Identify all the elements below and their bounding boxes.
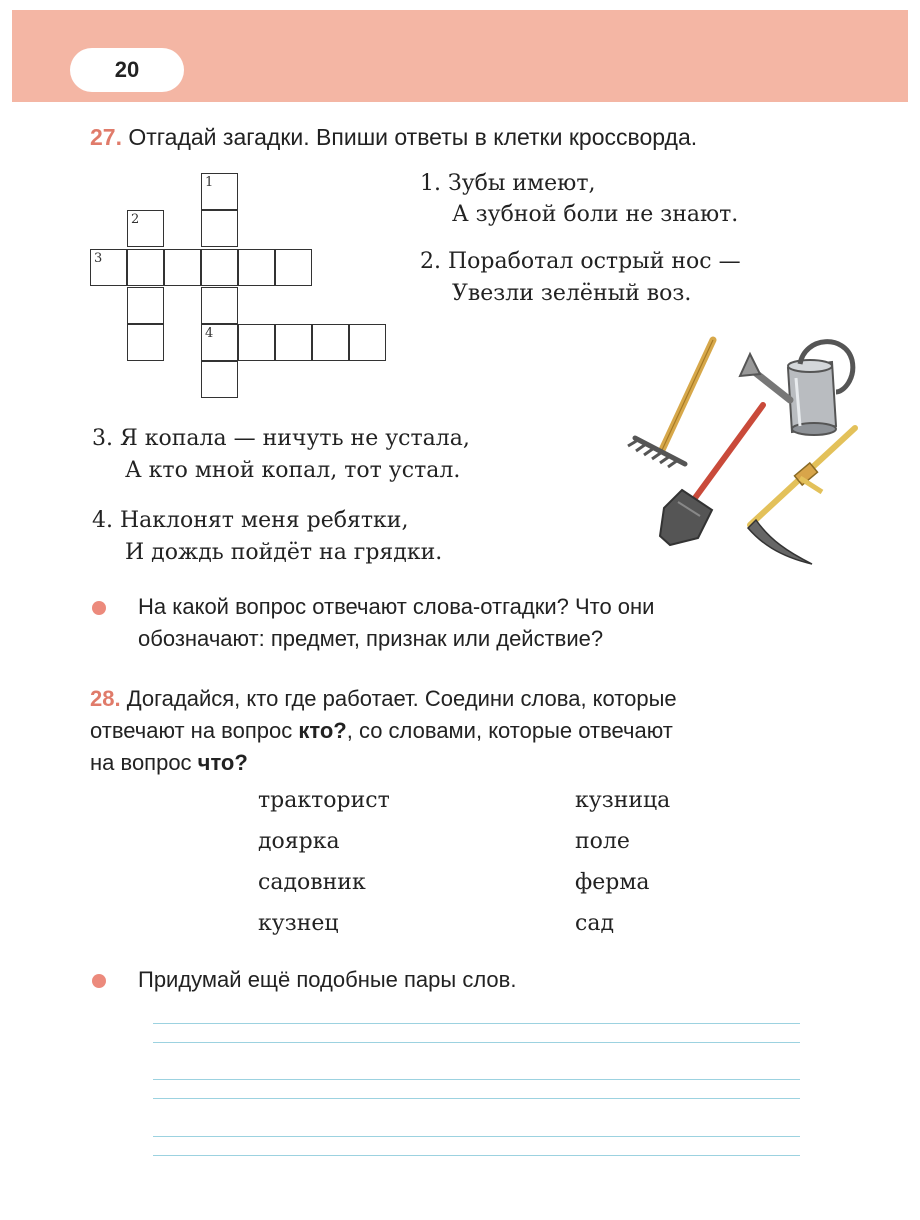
task-28-line-1 bbox=[90, 686, 677, 712]
task-27-number: 27. bbox=[90, 124, 122, 150]
riddle-4-line-2: И дождь пойдёт на грядки. bbox=[125, 540, 443, 565]
writing-line[interactable] bbox=[153, 1023, 800, 1024]
clue-number-4: 4 bbox=[205, 326, 214, 341]
crossword-cell[interactable] bbox=[201, 173, 238, 210]
scythe-icon bbox=[748, 428, 855, 564]
riddle-2-line-1: 2. Поработал острый нос — bbox=[420, 249, 741, 274]
task-27-question-line-2: обозначают: предмет, признак или действие? bbox=[138, 626, 604, 651]
task-28-line-3-pre: на вопрос bbox=[90, 750, 198, 775]
writing-line[interactable] bbox=[153, 1079, 800, 1080]
task-28-number: 28. bbox=[90, 686, 121, 711]
right-word-4[interactable]: сад bbox=[575, 911, 614, 936]
crossword-cell[interactable] bbox=[164, 249, 201, 286]
riddle-1-line-1: 1. Зубы имеют, bbox=[420, 171, 596, 196]
task-27-heading bbox=[90, 124, 697, 151]
riddle-4-line-1: 4. Наклонят меня ребятки, bbox=[92, 508, 409, 533]
clue-number-1: 1 bbox=[205, 175, 214, 190]
crossword-cell[interactable] bbox=[201, 361, 238, 398]
task-27-question-line-1: На какой вопрос отвечают слова-отгадки? Что они bbox=[138, 594, 655, 619]
crossword-cell[interactable] bbox=[201, 210, 238, 247]
left-word-3[interactable]: садовник bbox=[258, 870, 366, 895]
question-word-chto: что? bbox=[197, 750, 248, 775]
bullet-icon bbox=[92, 974, 106, 988]
task-28-extra-task: Придумай ещё подобные пары слов. bbox=[138, 967, 517, 992]
right-word-1[interactable]: кузница bbox=[575, 788, 671, 813]
right-word-2[interactable]: поле bbox=[575, 829, 630, 854]
crossword-cell[interactable] bbox=[90, 249, 127, 286]
writing-line[interactable] bbox=[153, 1136, 800, 1137]
left-word-1[interactable]: тракторист bbox=[258, 788, 390, 813]
crossword-cell[interactable] bbox=[127, 210, 164, 247]
crossword-cell[interactable] bbox=[349, 324, 386, 361]
crossword-cell[interactable] bbox=[238, 249, 275, 286]
task-28-line-2-pre: отвечают на вопрос bbox=[90, 718, 299, 743]
left-word-2[interactable]: доярка bbox=[258, 829, 340, 854]
task-27-instruction: Отгадай загадки. Впиши ответы в клетки кроссворда. bbox=[128, 124, 698, 150]
garden-tools-illustration bbox=[600, 330, 890, 575]
crossword-cell[interactable] bbox=[127, 249, 164, 286]
task-28-line-1-text: Догадайся, кто где работает. Соедини слова, которые bbox=[126, 686, 677, 711]
crossword-cell[interactable] bbox=[201, 287, 238, 324]
rake-icon bbox=[628, 340, 713, 467]
bullet-icon bbox=[92, 601, 106, 615]
crossword-cell[interactable] bbox=[275, 249, 312, 286]
crossword-cell[interactable] bbox=[127, 287, 164, 324]
watering-can-icon bbox=[740, 342, 853, 435]
crossword-cell[interactable] bbox=[201, 249, 238, 286]
writing-line[interactable] bbox=[153, 1098, 800, 1099]
clue-number-3: 3 bbox=[94, 251, 103, 266]
riddle-2-line-2: Увезли зелёный воз. bbox=[452, 281, 692, 306]
question-word-kto: кто? bbox=[298, 718, 347, 743]
riddle-3-line-1: 3. Я копала — ничуть не устала, bbox=[92, 426, 470, 451]
crossword-cell[interactable] bbox=[238, 324, 275, 361]
crossword-cell[interactable] bbox=[275, 324, 312, 361]
clue-number-2: 2 bbox=[131, 212, 140, 227]
left-word-4[interactable]: кузнец bbox=[258, 911, 339, 936]
task-28-line-2-post: , со словами, которые отвечают bbox=[346, 718, 673, 743]
crossword-cell[interactable] bbox=[312, 324, 349, 361]
task-28-line-2 bbox=[90, 718, 673, 744]
riddle-3-line-2: А кто мной копал, тот устал. bbox=[125, 458, 461, 483]
crossword-cell[interactable] bbox=[127, 324, 164, 361]
right-word-3[interactable]: ферма bbox=[575, 870, 650, 895]
riddle-1-line-2: А зубной боли не знают. bbox=[452, 202, 739, 227]
writing-line[interactable] bbox=[153, 1042, 800, 1043]
page-number: 20 bbox=[70, 48, 184, 92]
task-28-line-3 bbox=[90, 750, 248, 776]
crossword-cell[interactable] bbox=[201, 324, 238, 361]
writing-line[interactable] bbox=[153, 1155, 800, 1156]
